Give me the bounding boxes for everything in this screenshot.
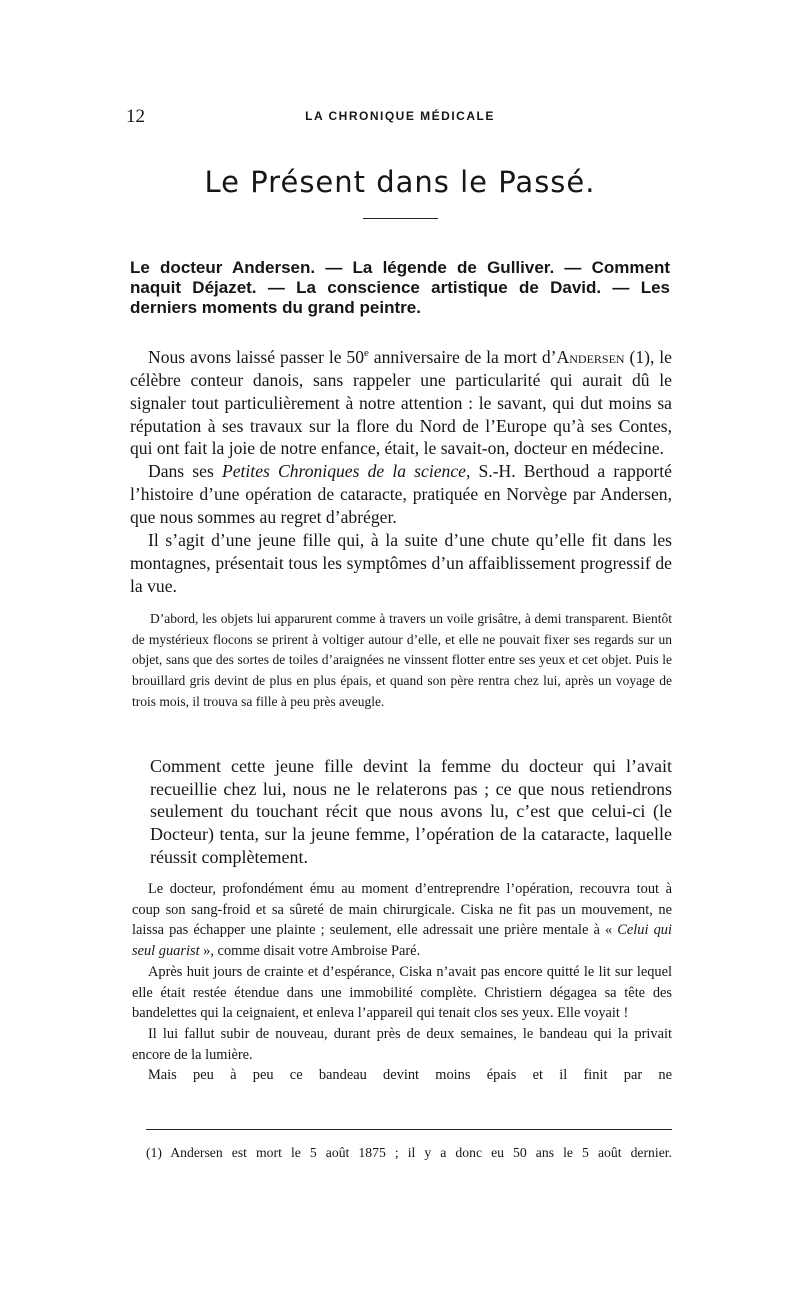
article-summary <box>130 258 670 318</box>
ordinal-superscript: e <box>364 347 369 359</box>
paragraph-4: Comment cette jeune fille devint la femme du docteur qui l’avait recueillie chez lui, nous ne le relaterons pas ; ce que nous retiendrons seulement du touchant récit que nous avons lu, c’est que celui-ci (le Docteur) tenta, sur la jeune femme, l’opération de la cataracte, laquelle réussit complètement. <box>150 756 672 867</box>
paragraph-1-text-c: (1), le célèbre conteur danois, sans rappeler une particularité qui aurait dû le signaler tout particulièrement à notre attention : le savant, qui dut moins sa réputation à ses travaux sur la flore du Nord de l’Europe qu’à ses Contes, qui ont fait la joie de notre enfance, était, le savait-on, docteur en médecine. <box>130 346 672 459</box>
article-title: Le Présent dans le Passé. <box>204 165 596 199</box>
journal-title: LA CHRONIQUE MÉDICALE <box>305 109 495 123</box>
quoted-phrase-italic: Celui qui seul guarist <box>132 922 672 960</box>
footnote: (1) Andersen est mort le 5 août 1875 ; il y a donc eu 50 ans le 5 août dernier. <box>146 1145 672 1160</box>
body-section-1 <box>130 342 672 598</box>
paragraph-3: Il s’agit d’une jeune fille qui, à la suite d’une chute qu’elle fit dans les montagnes, présentait tous les symptômes d’un affaiblissement progressif de la vue. <box>130 530 672 596</box>
quotation-2-paragraph-2: Après huit jours de crainte et d’espérance, Ciska n’avait pas encore quitté le lit sur lequel elle était restée étendue dans une immobilité complète. Christiern dégagea sa tête des bandelettes qui la ceignaient, et enleva l’appareil qui tenait clos ses yeux. Elle voyait ! <box>132 963 672 1022</box>
book-title-italic: Petites Chroniques de la science <box>221 461 466 482</box>
paragraph-1-text-a: Nous avons laissé passer le 50 <box>148 346 365 367</box>
author-name-smallcaps: Andersen <box>556 346 625 367</box>
body-section-2 <box>150 755 672 869</box>
quotation-2-paragraph-1 <box>132 879 672 962</box>
quotation-2 <box>132 879 672 1086</box>
paragraph-1 <box>130 342 672 460</box>
quotation-1 <box>132 609 672 713</box>
title-rule <box>363 218 438 219</box>
summary-text: Le docteur Andersen. — La légende de Gulliver. — Comment naquit Déjazet. — La conscience artistique de David. — Les derniers moments du grand peintre. <box>130 258 670 317</box>
footnote-rule <box>146 1129 672 1130</box>
paragraph-2 <box>130 460 672 529</box>
running-header <box>126 106 674 130</box>
page-number: 12 <box>126 106 145 127</box>
quotation-2-text-b: », comme disait votre Ambroise Paré. <box>199 943 421 960</box>
quotation-2-paragraph-4: Mais peu à peu ce bandeau devint moins épais et il finit par ne <box>148 1067 672 1084</box>
paragraph-1-text-b: anniversaire de la mort d’ <box>368 346 557 367</box>
paragraph-2-text-b: , S.-H. Berthoud a rapporté l’histoire d’une opération de cataracte, pratiquée en Norvège par Andersen, que nous sommes au regret d’abréger. <box>130 461 672 528</box>
paragraph-2-text-a: Dans ses <box>148 461 222 482</box>
quotation-2-paragraph-3: Il lui fallut subir de nouveau, durant près de deux semaines, le bandeau qui la privait encore de la lumière. <box>132 1025 672 1063</box>
quotation-1-text: D’abord, les objets lui apparurent comme à travers un voile grisâtre, à demi transparent. Bientôt de mystérieux flocons se prirent à voltiger autour d’elle, et elle ne pouvait fixer ses regards sur un objet, sans que des sortes de toiles d’araignées ne vinssent flotter entre ses yeux et cet objet. Puis le brouillard gris devint de plus en plus épais, et quand son père rentra chez lui, après un voyage de trois mois, il trouva sa fille à peu près aveugle. <box>132 611 672 709</box>
quotation-2-text-a: Le docteur, profondément ému au moment d’entreprendre l’opération, recouvra tout à coup son sang-froid et sa sûreté de main chirurgicale. Ciska ne fit pas un mouvement, ne laissa pas échapper une plainte ; seulement, elle adressait une prière mentale à « <box>132 881 672 939</box>
